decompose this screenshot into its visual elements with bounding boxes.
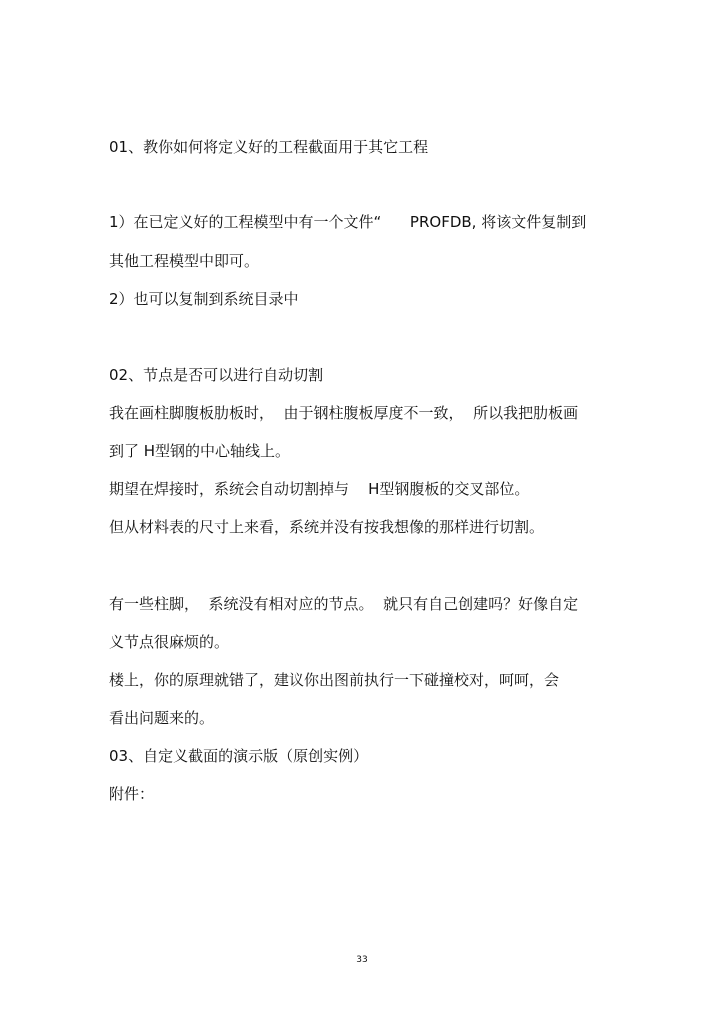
text-line: 义节点很麻烦的。 [109,633,230,651]
text-line: 看出问题来的。 [109,709,215,727]
text-line: 楼上，你的原理就错了，建议你出图前执行一下碰撞校对，呵呵，会 [109,671,560,689]
heading-02: 02、节点是否可以进行自动切割 [109,366,324,384]
text-line: 其他工程模型中即可。 [109,252,260,270]
heading-03: 03、自定义截面的演示版（原创实例） [109,747,369,765]
text-line: 2）也可以复制到系统目录中 [109,290,299,308]
text-line: 1）在已定义好的工程模型中有一个文件“ PROFDB, 将该文件复制到 [109,213,587,231]
page-number: 33 [356,955,368,965]
heading-01: 01、教你如何将定义好的工程截面用于其它工程 [109,138,429,156]
text-line: 但从材料表的尺寸上来看，系统并没有按我想像的那样进行切割。 [109,518,545,536]
text-line: 有一些柱脚， 系统没有相对应的节点。 就只有自己创建吗？好像自定 [109,595,579,613]
text-line: 我在画柱脚腹板肋板时， 由于钢柱腹板厚度不一致， 所以我把肋板画 [109,404,579,422]
attachment-label: 附件： [109,785,155,803]
text-line: 期望在焊接时，系统会自动切割掉与 H型钢腹板的交叉部位。 [109,480,530,498]
text-line: 到了 H型钢的中心轴线上。 [109,442,291,460]
